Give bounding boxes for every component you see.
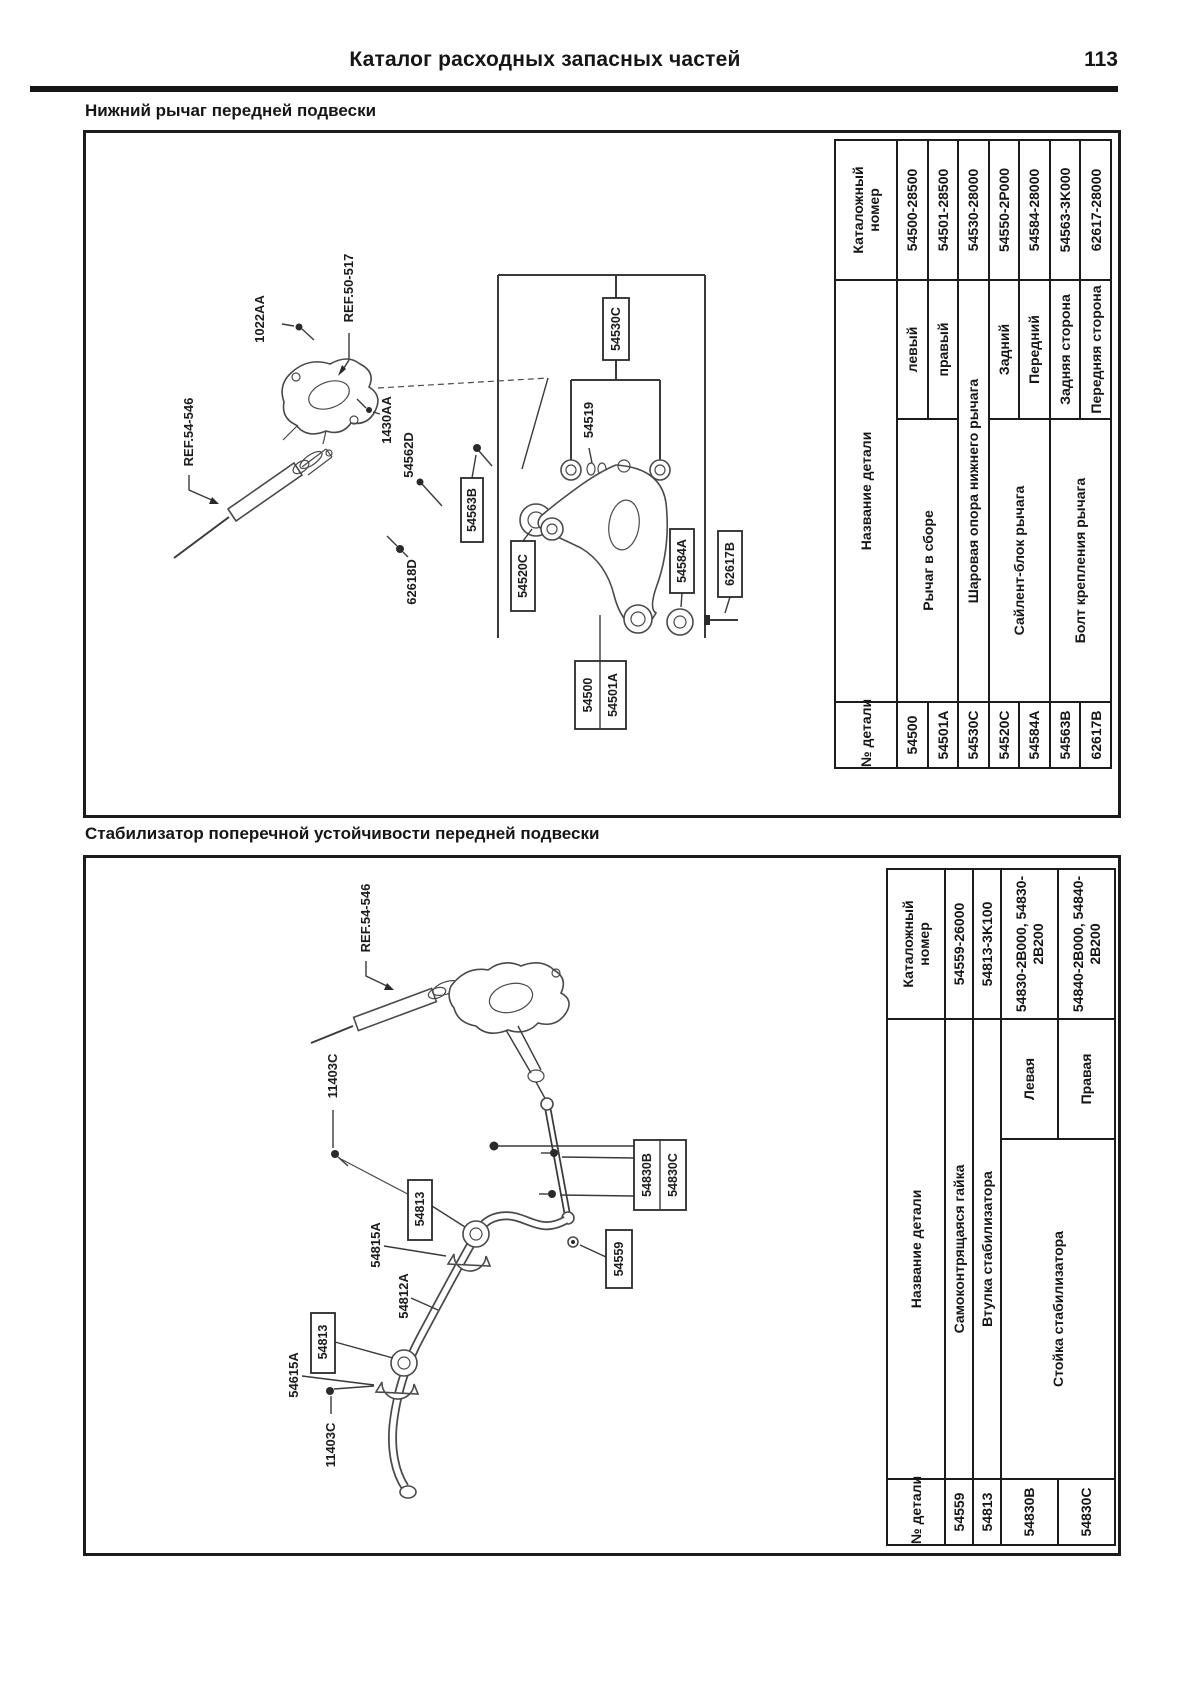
label-ref-54-546-s1 <box>181 398 219 504</box>
bushing-54584a-label: 54584A <box>675 539 689 583</box>
bar-54812a-label: 54812A <box>396 1273 411 1319</box>
cell-part-no: 54520C <box>989 702 1020 768</box>
cell-name: Самоконтрящаяся гайка <box>945 1019 973 1479</box>
lower-arm-parts-table <box>834 139 1112 769</box>
page-header <box>30 48 1120 82</box>
label-54530c <box>603 298 629 360</box>
ref-50-517-label: REF.50-517 <box>341 253 356 323</box>
col-header-name: Название детали <box>835 280 897 702</box>
cell-qualifier: Задняя сторона <box>1050 280 1081 419</box>
bolt-11403c-top-label: 11403C <box>325 1053 340 1099</box>
bolt-1430aa-label: 1430AA <box>379 396 394 444</box>
cell-catalog-no: 54550-2P000 <box>989 140 1020 280</box>
lower-arm-table-wrap <box>834 141 1112 769</box>
label-54519 <box>581 402 596 463</box>
cell-name: Сайлент-блок рычага <box>989 419 1050 702</box>
table-row <box>1050 140 1081 768</box>
steering-knuckle-drawing <box>282 359 378 444</box>
bolt-1022aa-label: 1022AA <box>252 295 267 343</box>
link-54830c-label: 54830C <box>666 1153 680 1197</box>
cell-qualifier: Задний <box>989 280 1020 419</box>
cell-part-no: 54830C <box>1058 1479 1115 1545</box>
col-header-catalog-no: Каталожный номер <box>835 140 897 280</box>
cell-part-no: 54830B <box>1001 1479 1058 1545</box>
cell-catalog-no: 54563-3K000 <box>1050 140 1081 280</box>
label-54813-bottom <box>311 1313 393 1373</box>
label-54562d <box>401 432 442 506</box>
cell-part-no: 54530C <box>958 702 989 768</box>
ref-54-546-label: REF.54-546 <box>358 883 373 953</box>
dashed-leader <box>378 378 548 388</box>
arm-54500-label: 54500 <box>581 677 595 713</box>
section1-frame <box>83 130 1121 818</box>
label-ref-50-517 <box>338 254 356 376</box>
cell-catalog-no: 54584-28000 <box>1019 140 1050 280</box>
cell-catalog-no: 54813-3K100 <box>973 869 1001 1019</box>
cell-part-no: 54813 <box>973 1479 1001 1545</box>
cell-part-no: 54563B <box>1050 702 1081 768</box>
nut-54559-label: 54559 <box>612 1241 626 1277</box>
col-header-name: Название детали <box>887 1019 945 1479</box>
ball-joint-54530c-label: 54530C <box>609 307 623 351</box>
cell-catalog-no: 54501-28500 <box>928 140 959 280</box>
cell-catalog-no: 54530-28000 <box>958 140 989 280</box>
link-54830b-label: 54830B <box>640 1153 654 1197</box>
table-row <box>945 869 973 1545</box>
ref-54-546-label: REF.54-546 <box>181 397 196 467</box>
section1-title: Нижний рычаг передней подвески <box>85 101 377 120</box>
label-ref-54-546-s2 <box>358 884 394 990</box>
label-62617b <box>704 531 742 625</box>
bolt-54562d-label: 54562D <box>401 432 416 478</box>
cell-catalog-no: 54840-2B000, 54840-2B200 <box>1058 869 1115 1019</box>
cell-catalog-no: 54559-26000 <box>945 869 973 1019</box>
bushing-54813-bottom-label: 54813 <box>316 1324 330 1360</box>
label-54584a <box>667 529 694 635</box>
cell-qualifier: Передний <box>1019 280 1050 419</box>
label-54500-54501a <box>575 615 626 729</box>
cell-name: Рычаг в сборе <box>897 419 958 702</box>
bracket-54815a-label: 54815A <box>368 1222 383 1268</box>
label-54559 <box>568 1230 632 1288</box>
label-54830b-54830c <box>498 1140 686 1210</box>
bolt-62617b-label: 62617B <box>723 542 737 586</box>
stabilizer-parts-table <box>886 868 1116 1546</box>
cell-catalog-no: 62617-28000 <box>1080 140 1111 280</box>
cell-catalog-no: 54830-2B000, 54830-2B200 <box>1001 869 1058 1019</box>
cell-qualifier: левый <box>897 280 928 419</box>
table-row <box>1001 869 1058 1545</box>
bracket-54615a-label: 54615A <box>286 1352 301 1398</box>
cell-name: Шаровая опора нижнего рычага <box>958 280 989 702</box>
cell-part-no: 54584A <box>1019 702 1050 768</box>
cell-catalog-no: 54500-28500 <box>897 140 928 280</box>
stabilizer-bar-drawing <box>393 1216 567 1498</box>
cell-name: Стойка стабилизатора <box>1001 1139 1115 1479</box>
lower-arm-diagram <box>86 133 826 809</box>
cell-part-no: 54501A <box>928 702 959 768</box>
page-header-title: Каталог расходных запасных частей <box>349 48 741 71</box>
bushing-54520c-label: 54520C <box>516 554 530 598</box>
bushing-54813-top-label: 54813 <box>413 1191 427 1227</box>
label-62618d <box>387 536 419 605</box>
label-1022aa <box>252 295 314 343</box>
page-number: 113 <box>1084 48 1118 71</box>
bolt-11403c-bottom-label: 11403C <box>323 1422 338 1468</box>
label-54563b <box>461 444 492 542</box>
cell-qualifier: Передняя сторона <box>1080 280 1111 419</box>
table-row <box>989 140 1020 768</box>
cell-qualifier: Правая <box>1058 1019 1115 1139</box>
table-row <box>897 140 928 768</box>
cell-name: Болт крепления рычага <box>1050 419 1111 702</box>
stabilizer-diagram <box>86 858 826 1547</box>
cell-name: Втулка стабилизатора <box>973 1019 1001 1479</box>
label-54815a <box>368 1222 446 1268</box>
cell-part-no: 54559 <box>945 1479 973 1545</box>
label-11403c-top <box>325 1053 421 1201</box>
cell-qualifier: Левая <box>1001 1019 1058 1139</box>
header-rule <box>30 86 1118 92</box>
bolt-62618d-label: 62618D <box>404 559 419 605</box>
bolt-54563b-label: 54563B <box>465 488 479 532</box>
col-header-part-no: № детали <box>887 1479 945 1545</box>
arm-54501a-label: 54501A <box>606 673 620 717</box>
section2-frame <box>83 855 1121 1556</box>
label-54813-top <box>408 1180 465 1240</box>
control-arm-drawing <box>538 460 667 633</box>
table-row <box>973 869 1001 1545</box>
clip-54519-label: 54519 <box>581 401 596 439</box>
label-11403c-bottom <box>323 1386 374 1467</box>
col-header-catalog-no: Каталожный номер <box>887 869 945 1019</box>
stabilizer-table-wrap <box>886 870 1114 1546</box>
col-header-part-no: № детали <box>835 702 897 768</box>
table-row <box>958 140 989 768</box>
section2-title: Стабилизатор поперечной устойчивости передней подвески <box>85 824 600 843</box>
strut-knuckle-drawing <box>311 963 569 1102</box>
cell-part-no: 54500 <box>897 702 928 768</box>
stabilizer-link-drawing <box>490 1098 575 1224</box>
cell-part-no: 62617B <box>1080 702 1111 768</box>
cell-qualifier: правый <box>928 280 959 419</box>
strut-drawing <box>174 448 332 558</box>
